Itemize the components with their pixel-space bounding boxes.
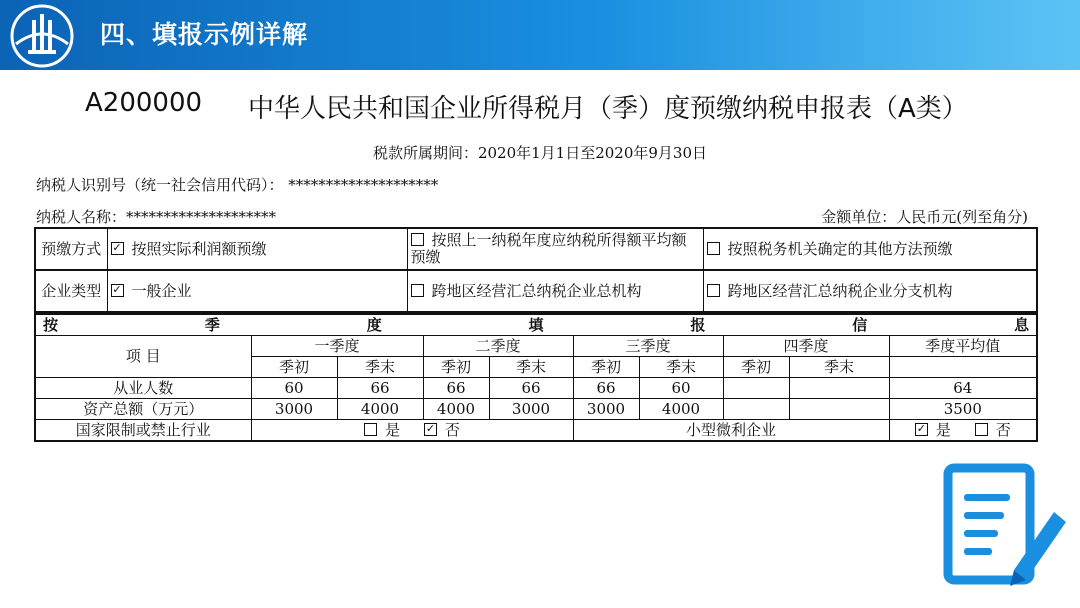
checkbox-icon[interactable] (411, 284, 424, 297)
tax-period: 税款所属期间：2020年1月1日至2020年9月30日 (372, 144, 708, 162)
checkbox-checked-icon[interactable] (111, 284, 124, 297)
checkbox-checked-icon[interactable] (111, 242, 124, 255)
no-label: 否 (995, 420, 1011, 439)
enterprise-label: 企业类型 (35, 270, 107, 312)
taxpayer-name: 纳税人名称：******************** (36, 208, 277, 226)
prepay-table (34, 227, 1038, 313)
employees-cell[interactable]: 66 (489, 378, 573, 399)
checkbox-checked-icon[interactable] (424, 423, 437, 436)
amount-unit: 金额单位：人民币元(列至角分) (821, 208, 1028, 226)
quarter-info-table (34, 313, 1038, 442)
prepay-label: 预缴方式 (35, 228, 107, 270)
restricted-industry-label: 国家限制或禁止行业 (35, 420, 251, 442)
section-title: 四、填报示例详解 (100, 20, 309, 49)
title-char: 度 (366, 315, 382, 334)
title-char: 报 (690, 315, 706, 334)
tax-emblem-icon (10, 4, 74, 68)
employees-label: 从业人数 (35, 378, 251, 399)
enterprise-option-hq[interactable] (407, 270, 703, 312)
title-char: 息 (1014, 315, 1030, 334)
document-pen-icon (942, 462, 1072, 592)
quarter-header: 二季度 (423, 336, 573, 357)
title-char: 信 (852, 315, 868, 334)
prepay-option-label: 按照实际利润额预缴 (131, 239, 267, 258)
quarter-end-header: 季末 (337, 357, 423, 378)
prepay-option-label: 按照税务机关确定的其他方法预缴 (727, 239, 953, 258)
yes-label: 是 (385, 420, 401, 439)
average-header: 季度平均值 (889, 336, 1037, 357)
checkbox-checked-icon[interactable] (915, 423, 928, 436)
quarter-header: 四季度 (723, 336, 889, 357)
prepay-option-label: 按照上一纳税年度应纳税所得额平均额预缴 (410, 231, 687, 266)
form-title: 中华人民共和国企业所得税月（季）度预缴纳税申报表（A类） (248, 94, 968, 124)
prepay-option-actual[interactable] (107, 228, 407, 270)
assets-label: 资产总额（万元） (35, 399, 251, 420)
assets-cell[interactable]: 4000 (423, 399, 489, 420)
employees-average: 64 (889, 378, 1037, 399)
checkbox-icon[interactable] (707, 284, 720, 297)
assets-cell[interactable]: 3000 (489, 399, 573, 420)
assets-cell[interactable] (789, 399, 889, 420)
no-label: 否 (444, 420, 460, 439)
employees-cell[interactable]: 66 (573, 378, 639, 399)
title-char: 填 (528, 315, 544, 334)
form-code: A200000 (85, 88, 203, 118)
quarter-start-header: 季初 (251, 357, 337, 378)
title-char: 按 (43, 315, 59, 334)
employees-cell[interactable]: 66 (423, 378, 489, 399)
average-blank (889, 357, 1037, 378)
employees-cell[interactable]: 66 (337, 378, 423, 399)
assets-average: 3500 (889, 399, 1037, 420)
quarter-header: 一季度 (251, 336, 423, 357)
employees-cell[interactable] (723, 378, 789, 399)
quarter-start-header: 季初 (723, 357, 789, 378)
restricted-industry-options (251, 420, 573, 442)
enterprise-option-branch[interactable] (703, 270, 1037, 312)
quarter-end-header: 季末 (639, 357, 723, 378)
checkbox-icon[interactable] (975, 423, 988, 436)
employees-cell[interactable] (789, 378, 889, 399)
title-char: 季 (204, 315, 220, 334)
quarter-end-header: 季末 (789, 357, 889, 378)
checkbox-icon[interactable] (707, 242, 720, 255)
table-row (35, 399, 1037, 420)
assets-cell[interactable] (723, 399, 789, 420)
quarter-start-header: 季初 (573, 357, 639, 378)
table-row (35, 420, 1037, 442)
employees-cell[interactable]: 60 (251, 378, 337, 399)
checkbox-icon[interactable] (411, 233, 424, 246)
taxpayer-id: 纳税人识别号（统一社会信用代码）： ******************** (36, 176, 439, 194)
enterprise-option-label: 一般企业 (131, 281, 192, 300)
prepay-option-average[interactable] (407, 228, 703, 270)
enterprise-option-label: 跨地区经营汇总纳税企业总机构 (431, 281, 642, 300)
enterprise-option-label: 跨地区经营汇总纳税企业分支机构 (727, 281, 953, 300)
assets-cell[interactable]: 3000 (251, 399, 337, 420)
employees-cell[interactable]: 60 (639, 378, 723, 399)
prepay-option-other[interactable] (703, 228, 1037, 270)
enterprise-option-general[interactable] (107, 270, 407, 312)
quarter-end-header: 季末 (489, 357, 573, 378)
quarter-header: 三季度 (573, 336, 723, 357)
table-row (35, 378, 1037, 399)
quarter-info-title (35, 314, 1037, 336)
quarter-start-header: 季初 (423, 357, 489, 378)
assets-cell[interactable]: 3000 (573, 399, 639, 420)
assets-cell[interactable]: 4000 (639, 399, 723, 420)
header-banner (0, 0, 1080, 70)
item-header: 项 目 (35, 336, 251, 378)
yes-label: 是 (935, 420, 951, 439)
assets-cell[interactable]: 4000 (337, 399, 423, 420)
small-profit-label: 小型微利企业 (573, 420, 889, 442)
checkbox-icon[interactable] (364, 423, 377, 436)
small-profit-options (889, 420, 1037, 442)
